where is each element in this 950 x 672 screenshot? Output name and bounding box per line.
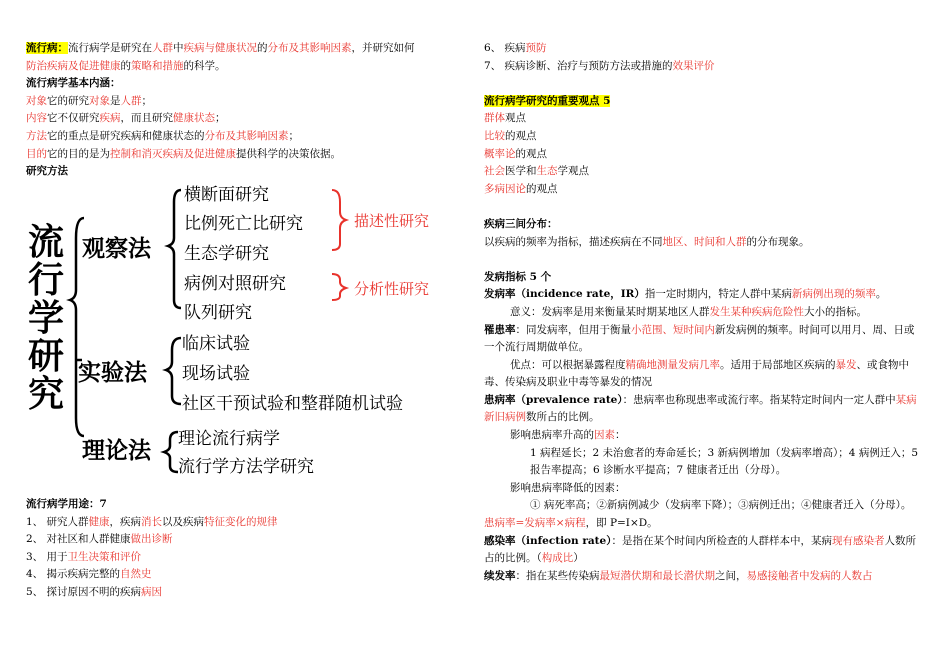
tree-root-char-5: 究 [27, 374, 64, 415]
tree-root-char-1: 流 [27, 222, 64, 263]
tree-root-char-3: 学 [27, 298, 64, 339]
view-item-3: 概率论的观点 [484, 147, 547, 160]
view-item-2: 比较的观点 [484, 129, 537, 142]
definition: 流行病：流行病学是研究在人群中疾病与健康状况的分布及其影响因素，并研究如何 [26, 42, 415, 54]
attack-rate: 罹患率：同发病率，但用于衡量小范围、短时间内新发病例的频率。时间可以用月、周、日或一个流行周期做单位。 [484, 323, 915, 354]
use-item-7: 7、 疾病诊断、治疗与预防方法或措施的效果评价 [484, 59, 715, 72]
leaf-cross-sectional: 横断面研究 [184, 185, 269, 205]
incidence-meaning: 意义：发病率是用来衡量某时期某地区人群发生某种疾病危险性大小的指标。 [510, 305, 867, 318]
category-observation: 观察法 [82, 236, 151, 262]
dist-title: 疾病三间分布： [484, 217, 558, 230]
leaf-methodology: 流行学方法学研究 [178, 457, 314, 477]
def-label: 流行病： [26, 42, 68, 54]
leaf-cohort: 队列研究 [184, 303, 252, 323]
secondary-attack-rate: 续发率：指在某些传染病最短潜伏期和最长潜伏期之间，易感接触者中发病的人数占 [484, 569, 873, 582]
tag-descriptive: 描述性研究 [354, 212, 430, 230]
category-experiment: 实验法 [78, 360, 147, 386]
view-item-4: 社会医学和生态学观点 [484, 165, 589, 178]
prevalence-rate: 患病率（prevalence rate）：患病率也称现患率或流行率。指某特定时间内一定人群中某病新旧病例数所占的比例。 [484, 393, 917, 424]
use-item-2: 2、 对社区和人群健康做出诊断 [26, 533, 173, 546]
prevalence-raise-title: 影响患病率升高的因素： [510, 429, 626, 442]
methods-title: 研究方法 [26, 165, 68, 178]
definition-cont: 防治疾病及促进健康的策略和措施的科学。 [26, 59, 226, 72]
indices-title: 发病指标 5 个 [484, 270, 552, 283]
prevalence-raise-factors: 1 病程延长；2 未治愈者的寿命延长；3 新病例增加（发病率增高）；4 病例迁入；5 报告率提高；6 诊断水平提高；7 健康者迁出（分母）。 [530, 446, 919, 477]
use-item-3: 3、 用于卫生决策和评价 [26, 550, 142, 563]
leaf-field-trial: 现场试验 [182, 364, 250, 384]
category-theory: 理论法 [82, 438, 151, 464]
leaf-clinical-trial: 临床试验 [182, 334, 250, 354]
leaf-case-control: 病例对照研究 [184, 274, 286, 294]
right-column [484, 40, 924, 585]
meaning-purpose: 目的它的目的是为控制和消灭疾病及促进健康提供科学的决策依据。 [26, 147, 341, 160]
leaf-ecological: 生态学研究 [184, 244, 269, 264]
prevalence-lower-factors: ① 病死率高；②新病例减少（发病率下降）；③病例迁出；④健康者迁入（分母）。 [530, 499, 912, 512]
uses-section [26, 496, 464, 602]
infection-rate: 感染率（infection rate）：是指在某个时间内所检查的人群样本中，某病现有感染者人数所占的比例。（构成比） [484, 534, 916, 565]
tree-root-char-4: 研 [27, 336, 64, 377]
dist-line: 以疾病的频率为指标，描述疾病在不同地区、时间和人群的分布现象。 [484, 235, 810, 248]
methods-tree-diagram [26, 178, 456, 478]
meaning-title: 流行病学基本内涵： [26, 77, 121, 90]
use-item-4: 4、 揭示疾病完整的自然史 [26, 568, 152, 581]
meaning-content: 内容它不仅研究疾病，而且研究健康状态； [26, 112, 226, 125]
prevalence-formula: 患病率=发病率×病程，即 P=I×D。 [484, 517, 658, 530]
attack-rate-advantage: 优点：可以根据暴露程度精确地测量发病几率。适用于局部地区疾病的暴发、或食物中毒、传染病及职业中毒等暴发的情况 [484, 358, 909, 389]
use-item-6: 6、 疾病预防 [484, 42, 547, 54]
meaning-object: 对象它的研究对象是人群； [26, 94, 152, 107]
tag-analytic: 分析性研究 [354, 280, 430, 298]
leaf-pmr: 比例死亡比研究 [184, 214, 303, 234]
prevalence-lower-title: 影响患病率降低的因素： [510, 481, 626, 494]
views-title: 流行病学研究的重要观点 5 [484, 94, 611, 107]
incidence-rate: 发病率（incidence rate，IR）指一定时期内，特定人群中某病新病例出现的频率。 [484, 288, 887, 301]
tree-root-char-2: 行 [27, 260, 64, 301]
uses-title: 流行病学用途：7 [26, 498, 107, 510]
use-item-5: 5、 探讨原因不明的疾病病因 [26, 585, 163, 598]
use-item-1: 1、 研究人群健康，疾病消长以及疾病特征变化的规律 [26, 515, 278, 528]
left-column [26, 40, 464, 181]
leaf-theoretical-epi: 理论流行病学 [178, 429, 280, 449]
meaning-method: 方法它的重点是研究疾病和健康状态的分布及其影响因素； [26, 129, 299, 142]
view-item-1: 群体观点 [484, 112, 526, 125]
leaf-community-trial: 社区干预试验和整群随机试验 [182, 394, 403, 414]
view-item-5: 多病因论的观点 [484, 182, 558, 195]
